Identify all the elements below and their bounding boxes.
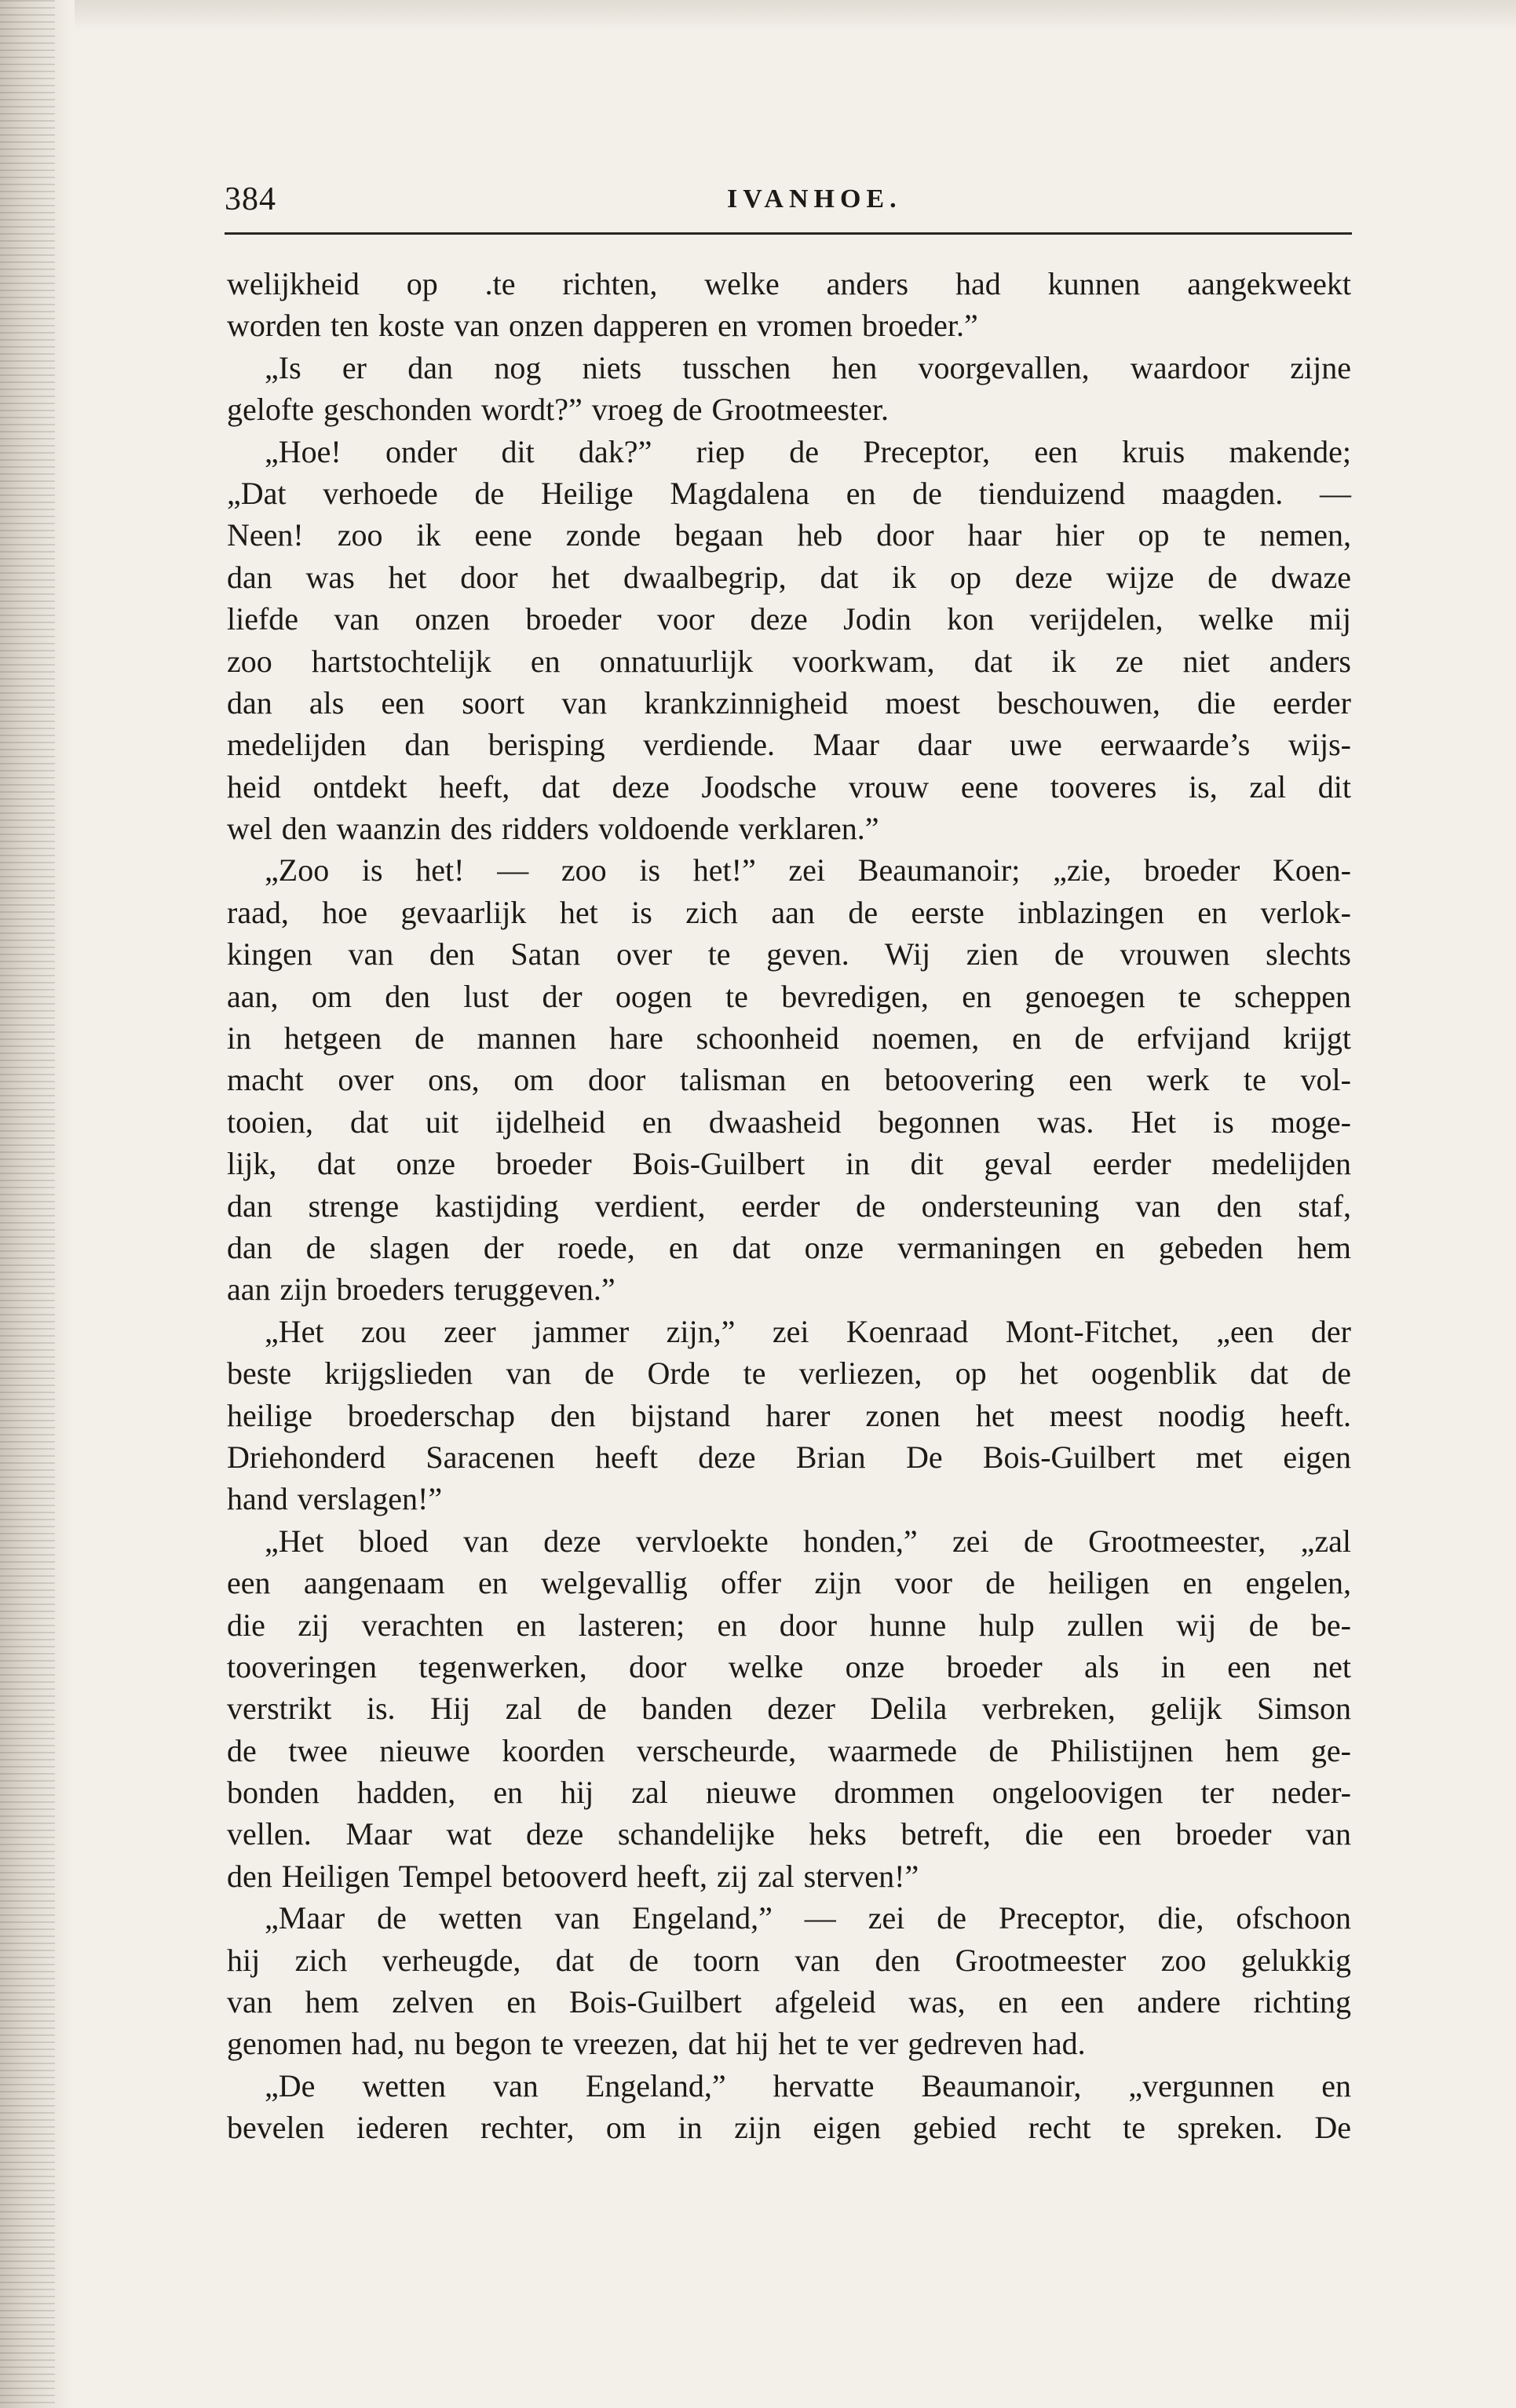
text-line: aan, om den lust der oogen te bevredigen, en genoegen te scheppen	[227, 978, 1351, 1014]
text-line: „Is er dan nog niets tusschen hen voorgevallen, waardoor zijne	[265, 349, 1351, 385]
text-line: wel den waanzin des ridders voldoende verklaren.”	[227, 811, 879, 847]
text-line: Neen! zoo ik eene zonde begaan heb door haar hier op te nemen,	[227, 517, 1351, 553]
text-line: „De wetten van Engeland,” hervatte Beaumanoir, „vergunnen en	[265, 2067, 1351, 2103]
page-edge-speckle	[0, 0, 55, 2408]
text-line: heid ontdekt heeft, dat deze Joodsche vrouw eene tooveres is, zal dit	[227, 768, 1351, 804]
text-line: dan als een soort van krankzinnigheid moest beschouwen, die eerder	[227, 684, 1351, 721]
text-line: „Het zou zeer jammer zijn,” zei Koenraad Mont-Fitchet, „een der	[265, 1313, 1351, 1349]
text-line: „Maar de wetten van Engeland,” — zei de Preceptor, die, ofschoon	[265, 1900, 1351, 1936]
header-rule	[225, 232, 1352, 235]
running-title: IVANHOE.	[727, 184, 902, 213]
text-line: worden ten koste van onzen dapperen en vromen broeder.”	[227, 308, 978, 344]
text-line: welijkheid op .te richten, welke anders had kunnen aangekweekt	[227, 266, 1351, 301]
text-line: „Hoe! onder dit dak?” riep de Preceptor, een kruis makende;	[265, 433, 1351, 469]
text-line: macht over ons, om door talisman en betoovering een werk te vol-	[227, 1062, 1351, 1098]
text-line: medelijden dan berisping verdiende. Maar daar uwe eerwaarde’s wijs-	[227, 727, 1351, 763]
text-line: een aangenaam en welgevallig offer zijn voor de heiligen en engelen,	[227, 1565, 1351, 1601]
text-line: vellen. Maar wat deze schandelijke heks betreft, die een broeder van	[227, 1816, 1351, 1852]
text-line: dan de slagen der roede, en dat onze vermaningen en gebeden hem	[227, 1229, 1351, 1265]
page-number: 384	[225, 181, 276, 217]
text-line: lijk, dat onze broeder Bois-Guilbert in dit geval eerder medelijden	[227, 1146, 1351, 1182]
text-line: van hem zelven en Bois-Guilbert afgeleid was, en een andere richting	[227, 1984, 1351, 2020]
text-line: gelofte geschonden wordt?” vroeg de Grootmeester.	[227, 392, 890, 428]
text-line: hij zich verheugde, dat de toorn van den Grootmeester zoo gelukkig	[227, 1942, 1351, 1978]
text-line: verstrikt is. Hij zal de banden dezer Delila verbreken, gelijk Simson	[227, 1691, 1351, 1727]
text-line: den Heiligen Tempel betooverd heeft, zij zal sterven!”	[227, 1858, 919, 1894]
top-edge-noise	[75, 0, 1516, 31]
text-line: genomen had, nu begon te vreezen, dat hij het te ver gedreven had.	[227, 2026, 1086, 2062]
body-text	[227, 263, 1351, 2149]
text-line: heilige broederschap den bijstand harer zonen het meest noodig heeft.	[227, 1397, 1351, 1433]
text-line: dan was het door het dwaalbegrip, dat ik op deze wijze de dwaze	[227, 559, 1351, 595]
text-line: „Het bloed van deze vervloekte honden,” zei de Grootmeester, „zal	[265, 1523, 1351, 1559]
text-line: zoo hartstochtelijk en onnatuurlijk voorkwam, dat ik ze niet anders	[227, 643, 1351, 679]
text-line: tooien, dat uit ijdelheid en dwaasheid begonnen was. Het is moge-	[227, 1104, 1351, 1140]
page-header	[225, 177, 1352, 224]
text-line: de twee nieuwe koorden verscheurde, waarmede de Philistijnen hem ge-	[227, 1732, 1351, 1768]
text-line: bonden hadden, en hij zal nieuwe drommen ongeloovigen ter neder-	[227, 1775, 1351, 1811]
text-line: liefde van onzen broeder voor deze Jodin kon verijdelen, welke mij	[227, 601, 1351, 637]
text-line: kingen van den Satan over te geven. Wij zien de vrouwen slechts	[227, 936, 1351, 972]
text-line: raad, hoe gevaarlijk het is zich aan de eerste inblazingen en verlok-	[227, 894, 1351, 930]
text-line: „Zoo is het! — zoo is het!” zei Beaumanoir; „zie, broeder Koen-	[265, 852, 1351, 888]
text-line: aan zijn broeders teruggeven.”	[227, 1271, 616, 1308]
text-line: in hetgeen de mannen hare schoonheid noemen, en de erfvijand krijgt	[227, 1020, 1351, 1056]
text-line: beste krijgslieden van de Orde te verliezen, op het oogenblik dat de	[227, 1355, 1351, 1392]
text-line: hand verslagen!”	[227, 1481, 443, 1517]
text-line: „Dat verhoede de Heilige Magdalena en de tienduizend maagden. —	[227, 475, 1351, 511]
text-line: tooveringen tegenwerken, door welke onze broeder als in een net	[227, 1648, 1351, 1684]
text-line: die zij verachten en lasteren; en door hunne hulp zullen wij de be-	[227, 1607, 1351, 1643]
text-line: bevelen iederen rechter, om in zijn eigen gebied recht te spreken. De	[227, 2110, 1351, 2146]
text-line: Driehonderd Saracenen heeft deze Brian De Bois-Guilbert met eigen	[227, 1439, 1351, 1475]
text-line: dan strenge kastijding verdient, eerder de ondersteuning van den staf,	[227, 1188, 1351, 1224]
